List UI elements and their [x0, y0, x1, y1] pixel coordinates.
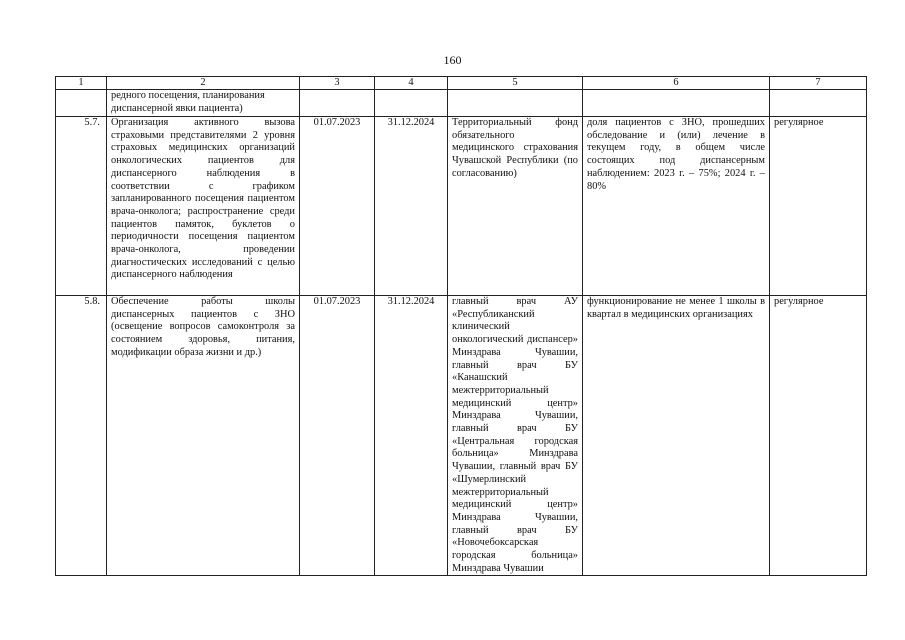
- responsible-cell: [448, 90, 583, 117]
- end-date-cell: 31.12.2024: [375, 296, 448, 576]
- column-header-2: 2: [107, 77, 300, 90]
- column-header-3: 3: [300, 77, 375, 90]
- row-number: [56, 90, 107, 117]
- end-date-cell: 31.12.2024: [375, 117, 448, 296]
- table-row: [56, 90, 867, 117]
- row-number: 5.8.: [56, 296, 107, 576]
- start-date-cell: 01.07.2023: [300, 296, 375, 576]
- column-header-1: 1: [56, 77, 107, 90]
- page-number: 160: [443, 53, 462, 67]
- start-date-cell: [300, 90, 375, 117]
- activity-text: редного посещения, планирования диспансерной явки пациента): [111, 90, 265, 114]
- column-header-5: 5: [448, 77, 583, 90]
- start-date-cell: 01.07.2023: [300, 117, 375, 296]
- responsible-cell: Территориальный фонд обязательного медицинского страхования Чувашской Республики (по согласованию): [448, 117, 583, 296]
- activity-cell: [107, 90, 300, 117]
- periodicity-cell: [770, 90, 867, 117]
- activity-cell: Обеспечение работы школы диспансерных пациентов с ЗНО (освещение вопросов самоконтроля за состоянием здоровья, питания, модификации образа жизни и др.): [107, 296, 300, 576]
- indicator-cell: доля пациентов с ЗНО, прошедших обследование и (или) лечение в текущем году, в общем числе состоящих под диспансерным наблюдением: 2023 г. – 75%; 2024 г. – 80%: [583, 117, 770, 296]
- activity-cell: Организация активного вызова страховыми представителями 2 уровня страховых медицинских организаций онкологических пациентов для диспансерного наблюдения в соответствии с графиком запланированного посещения пациентом врача-онколога; распространение среди пациентов памяток, буклетов о периодичности посещения пациентом врача-онколога, проведении диагностических исследований с целью диспансерного наблюдения: [107, 117, 300, 296]
- column-header-6: 6: [583, 77, 770, 90]
- indicator-cell: функционирование не менее 1 школы в квартал в медицинских организациях: [583, 296, 770, 576]
- row-number: 5.7.: [56, 117, 107, 296]
- activities-table: [55, 76, 867, 576]
- column-number-row: [56, 77, 867, 90]
- column-header-4: 4: [375, 77, 448, 90]
- table-row: [56, 296, 867, 576]
- indicator-cell: [583, 90, 770, 117]
- responsible-cell: главный врач АУ «Республиканский клинический онкологический диспансер» Минздрава Чувашии, главный врач БУ «Канашский межтерриториальный медицинский центр» Минздрава Чувашии, главный врач БУ «Центральная городская больница» Минздрава Чувашии, главный врач БУ «Шумерлинский межтерриториальный медицинский центр» Минздрава Чувашии, главный врач БУ «Новочебоксарская городская больница» Минздрава Чувашии: [448, 296, 583, 576]
- table-row: [56, 117, 867, 296]
- column-header-7: 7: [770, 77, 867, 90]
- periodicity-cell: регулярное: [770, 296, 867, 576]
- periodicity-cell: регулярное: [770, 117, 867, 296]
- end-date-cell: [375, 90, 448, 117]
